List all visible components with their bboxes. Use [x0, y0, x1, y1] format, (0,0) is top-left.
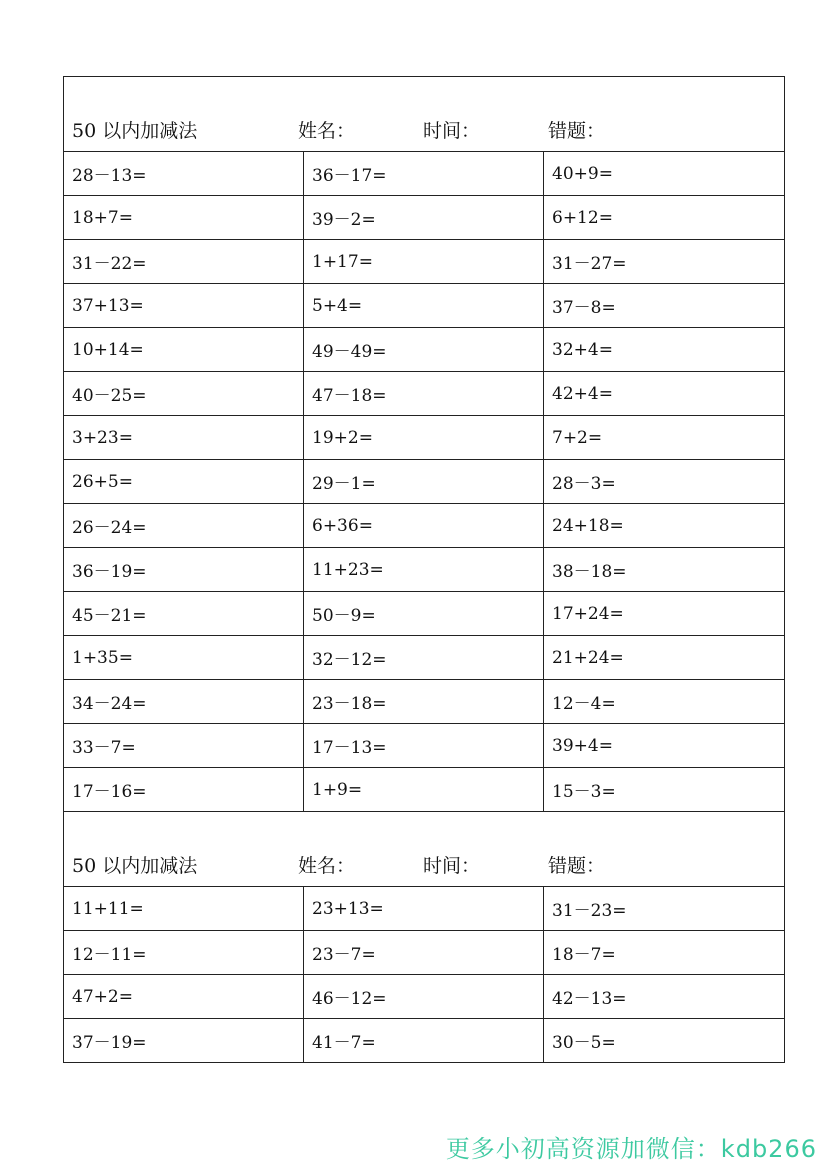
problem-row: [64, 328, 785, 372]
problem-cell: 42－13=: [544, 975, 785, 1019]
problem-row: [64, 1019, 785, 1063]
problem-cell: 17－16=: [64, 768, 304, 812]
problem-cell: 39+4=: [544, 724, 785, 768]
section-header: [64, 812, 785, 887]
problem-row: [64, 636, 785, 680]
problem-cell: 31－27=: [544, 240, 785, 284]
problem-cell: 36－19=: [64, 548, 304, 592]
problem-cell: 31－22=: [64, 240, 304, 284]
problem-cell: 28－13=: [64, 152, 304, 196]
problem-cell: 38－18=: [544, 548, 785, 592]
errors-label: 错题：: [548, 855, 606, 877]
problem-row: [64, 240, 785, 284]
problem-cell: 17－13=: [304, 724, 544, 768]
time-label: 时间：: [423, 120, 481, 142]
errors-label: 错题：: [548, 120, 606, 142]
name-label: 姓名：: [298, 855, 356, 877]
problem-cell: 23+13=: [304, 887, 544, 931]
problem-cell: 1+9=: [304, 768, 544, 812]
problem-row: [64, 592, 785, 636]
problem-cell: 1+17=: [304, 240, 544, 284]
worksheet: [63, 76, 784, 1063]
problem-row: [64, 284, 785, 328]
problem-cell: 12－4=: [544, 680, 785, 724]
problem-cell: 32－12=: [304, 636, 544, 680]
problem-row: [64, 680, 785, 724]
worksheet-table: [63, 76, 785, 1063]
problem-cell: 19+2=: [304, 416, 544, 460]
problem-cell: 7+2=: [544, 416, 785, 460]
problem-cell: 39－2=: [304, 196, 544, 240]
problem-cell: 47+2=: [64, 975, 304, 1019]
problem-cell: 32+4=: [544, 328, 785, 372]
problem-cell: 26+5=: [64, 460, 304, 504]
problem-cell: 36－17=: [304, 152, 544, 196]
problem-row: [64, 548, 785, 592]
problem-row: [64, 152, 785, 196]
problem-cell: 24+18=: [544, 504, 785, 548]
problem-cell: 31－23=: [544, 887, 785, 931]
worksheet-title: 50 以内加减法: [72, 120, 198, 142]
problem-cell: 10+14=: [64, 328, 304, 372]
problem-cell: 46－12=: [304, 975, 544, 1019]
problem-row: [64, 372, 785, 416]
problem-cell: 37+13=: [64, 284, 304, 328]
time-label: 时间：: [423, 855, 481, 877]
problem-cell: 37－19=: [64, 1019, 304, 1063]
problem-cell: 26－24=: [64, 504, 304, 548]
problem-row: [64, 460, 785, 504]
problem-cell: 12－11=: [64, 931, 304, 975]
problem-cell: 42+4=: [544, 372, 785, 416]
problem-cell: 34－24=: [64, 680, 304, 724]
problem-cell: 23－7=: [304, 931, 544, 975]
problem-cell: 40－25=: [64, 372, 304, 416]
problem-cell: 21+24=: [544, 636, 785, 680]
problem-row: [64, 768, 785, 812]
problem-cell: 11+23=: [304, 548, 544, 592]
problem-cell: 47－18=: [304, 372, 544, 416]
problem-cell: 1+35=: [64, 636, 304, 680]
problem-cell: 18+7=: [64, 196, 304, 240]
problem-cell: 50－9=: [304, 592, 544, 636]
problem-cell: 23－18=: [304, 680, 544, 724]
name-label: 姓名：: [298, 120, 356, 142]
problem-cell: 41－7=: [304, 1019, 544, 1063]
problem-cell: 6+12=: [544, 196, 785, 240]
problem-cell: 40+9=: [544, 152, 785, 196]
problem-row: [64, 196, 785, 240]
problem-cell: 45－21=: [64, 592, 304, 636]
problem-row: [64, 416, 785, 460]
problem-cell: 6+36=: [304, 504, 544, 548]
problem-row: [64, 724, 785, 768]
problem-cell: 17+24=: [544, 592, 785, 636]
problem-cell: 33－7=: [64, 724, 304, 768]
worksheet-title: 50 以内加减法: [72, 855, 198, 877]
problem-cell: 18－7=: [544, 931, 785, 975]
problem-cell: 49－49=: [304, 328, 544, 372]
problem-cell: 5+4=: [304, 284, 544, 328]
problem-cell: 29－1=: [304, 460, 544, 504]
problem-cell: 30－5=: [544, 1019, 785, 1063]
section-header: [64, 77, 785, 152]
problem-row: [64, 887, 785, 931]
problem-row: [64, 504, 785, 548]
problem-cell: 3+23=: [64, 416, 304, 460]
problem-cell: 11+11=: [64, 887, 304, 931]
section-header-row: [64, 77, 785, 152]
watermark-text: 更多小初高资源加微信：kdb266: [445, 1135, 817, 1163]
problem-cell: 15－3=: [544, 768, 785, 812]
problem-row: [64, 931, 785, 975]
problem-row: [64, 975, 785, 1019]
problem-cell: 37－8=: [544, 284, 785, 328]
section-header-row: [64, 812, 785, 887]
problem-cell: 28－3=: [544, 460, 785, 504]
